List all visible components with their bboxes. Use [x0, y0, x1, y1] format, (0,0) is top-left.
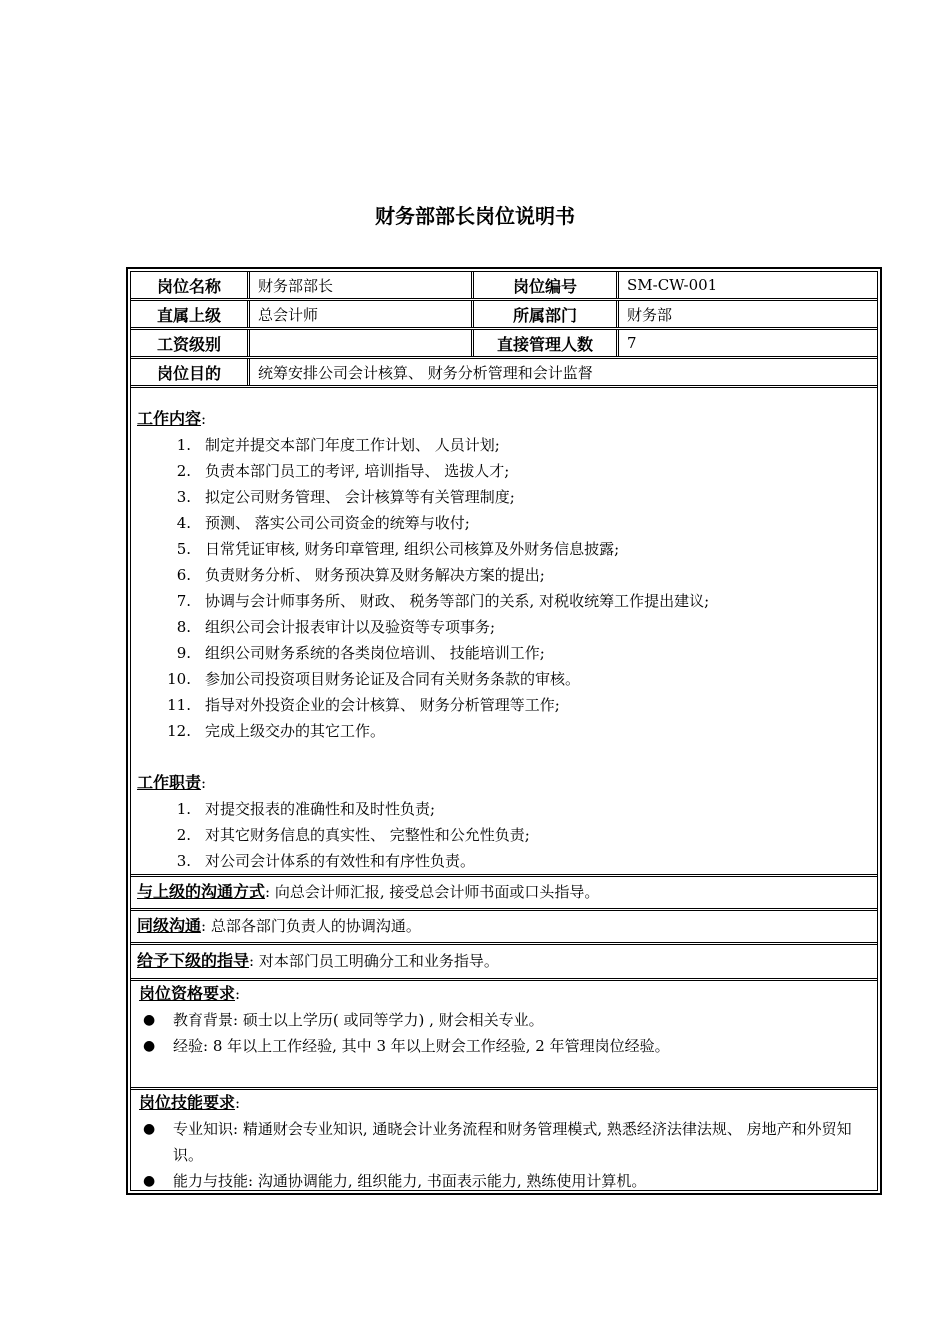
- list-item: [137, 458, 871, 484]
- position-name-label: 岗位名称: [156, 276, 221, 296]
- bullet-icon: ●: [143, 1012, 156, 1028]
- skills-header: 岗位技能要求: [139, 1093, 236, 1112]
- item-text: 对其它财务信息的真实性、 完整性和公允性负责;: [205, 826, 530, 844]
- work-content-header: 工作内容: [137, 409, 202, 428]
- bullet-icon: ●: [143, 1173, 156, 1189]
- bullet-item: [139, 1007, 871, 1033]
- list-item: [137, 510, 871, 536]
- qualifications-list: [139, 1007, 871, 1059]
- work-content-list: [137, 432, 871, 744]
- row-purpose: [131, 359, 877, 388]
- item-number: 3.: [176, 852, 191, 870]
- downward-guidance: [137, 948, 871, 974]
- row-salary: [131, 330, 877, 359]
- upward-text: : 向总会计师汇报, 接受总会计师书面或口头指导。: [265, 883, 600, 901]
- item-text: 参加公司投资项目财务论证及合同有关财务条款的审核。: [205, 670, 581, 688]
- salary-grade-value: [247, 330, 471, 356]
- list-item: [137, 614, 871, 640]
- purpose-label: 岗位目的: [156, 363, 221, 383]
- superior-value: 总会计师: [247, 301, 471, 327]
- item-number: 11.: [167, 696, 191, 714]
- item-text: 对提交报表的准确性和及时性负责;: [205, 800, 436, 818]
- item-number: 7.: [176, 592, 191, 610]
- responsibilities-header: 工作职责: [137, 773, 202, 792]
- row-downward: [131, 945, 877, 981]
- item-text: 制定并提交本部门年度工作计划、 人员计划;: [205, 436, 500, 454]
- direct-reports-label: 直接管理人数: [471, 330, 616, 356]
- list-item: [137, 718, 871, 744]
- work-content-heading: [137, 406, 871, 432]
- list-item: [137, 432, 871, 458]
- item-text: 指导对外投资企业的会计核算、 财务分析管理等工作;: [205, 696, 560, 714]
- downward-header: 给予下级的指导: [137, 951, 250, 970]
- item-text: 协调与会计师事务所、 财政、 税务等部门的关系, 对税收统筹工作提出建议;: [205, 592, 710, 610]
- bullet-icon: ●: [143, 1038, 156, 1054]
- row-position-name: [131, 272, 877, 301]
- bullet-item: [139, 1116, 871, 1168]
- item-text: 负责财务分析、 财务预决算及财务解决方案的提出;: [205, 566, 545, 584]
- responsibilities-list: [137, 796, 871, 874]
- list-item: [137, 822, 871, 848]
- department-label: 所属部门: [471, 301, 616, 327]
- downward-text: : 对本部门员工明确分工和业务指导。: [249, 952, 499, 970]
- qualifications-heading: [139, 981, 871, 1007]
- item-text: 预测、 落实公司公司资金的统筹与收付;: [205, 514, 470, 532]
- list-item: [137, 640, 871, 666]
- peer-header: 同级沟通: [137, 916, 202, 935]
- superior-label: 直属上级: [156, 305, 221, 325]
- purpose-value: 统筹安排公司会计核算、 财务分析管理和会计监督: [247, 359, 877, 385]
- item-number: 2.: [176, 826, 191, 844]
- work-content-section: [137, 406, 871, 744]
- position-code-label: 岗位编号: [471, 272, 616, 298]
- item-number: 4.: [176, 514, 191, 532]
- item-text: 完成上级交办的其它工作。: [205, 722, 386, 740]
- item-text: 负责本部门员工的考评, 培训指导、 选拔人才;: [205, 462, 510, 480]
- job-description-table: [126, 267, 882, 1195]
- item-number: 10.: [167, 670, 191, 688]
- item-number: 1.: [176, 436, 191, 454]
- qualifications-header: 岗位资格要求: [139, 984, 236, 1003]
- position-name-value: 财务部部长: [247, 272, 471, 298]
- bullet-icon: ●: [143, 1121, 156, 1137]
- peer-communication: [137, 913, 871, 939]
- bullet-item: [139, 1033, 871, 1059]
- list-item: [137, 692, 871, 718]
- item-number: 9.: [176, 644, 191, 662]
- qualifications-section: [139, 981, 871, 1059]
- item-number: 8.: [176, 618, 191, 636]
- responsibilities-section: [137, 770, 871, 874]
- position-code-value: SM-CW-001: [616, 272, 877, 298]
- list-item: [137, 848, 871, 874]
- row-superior: [131, 301, 877, 330]
- row-peer: [131, 911, 877, 945]
- bullet-text: 能力与技能: 沟通协调能力, 组织能力, 书面表示能力, 熟练使用计算机。: [173, 1172, 647, 1190]
- skills-section: [139, 1090, 871, 1194]
- skills-heading: [139, 1090, 871, 1116]
- skills-list: [139, 1116, 871, 1194]
- qualifications-colon: :: [235, 985, 241, 1003]
- item-number: 5.: [176, 540, 191, 558]
- skills-colon: :: [235, 1094, 241, 1112]
- peer-text: : 总部各部门负责人的协调沟通。: [201, 917, 421, 935]
- work-content-colon: :: [201, 410, 207, 428]
- item-number: 12.: [167, 722, 191, 740]
- item-number: 3.: [176, 488, 191, 506]
- document-title: 财务部部长岗位说明书: [375, 204, 575, 228]
- item-text: 组织公司会计报表审计以及验资等专项事务;: [205, 618, 496, 636]
- table-inner: [130, 271, 878, 1191]
- item-text: 组织公司财务系统的各类岗位培训、 技能培训工作;: [205, 644, 545, 662]
- row-upward: [131, 877, 877, 911]
- list-item: [137, 536, 871, 562]
- upward-communication: [137, 879, 871, 905]
- bullet-item: [139, 1168, 871, 1194]
- direct-reports-value: 7: [616, 330, 877, 356]
- section-work: [131, 388, 877, 877]
- item-text: 日常凭证审核, 财务印章管理, 组织公司核算及外财务信息披露;: [205, 540, 620, 558]
- list-item: [137, 484, 871, 510]
- bullet-text: 专业知识: 精通财会专业知识, 通晓会计业务流程和财务管理模式, 熟悉经济法律法规、 房地产和外贸知识。: [173, 1120, 852, 1164]
- responsibilities-colon: :: [201, 774, 207, 792]
- row-skills: [131, 1090, 877, 1192]
- salary-grade-label: 工资级别: [156, 334, 221, 354]
- row-qualifications: [131, 981, 877, 1090]
- bullet-text: 经验: 8 年以上工作经验, 其中 3 年以上财会工作经验, 2 年管理岗位经验。: [173, 1037, 670, 1055]
- item-text: 拟定公司财务管理、 会计核算等有关管理制度;: [205, 488, 515, 506]
- item-number: 1.: [176, 800, 191, 818]
- department-value: 财务部: [616, 301, 877, 327]
- list-item: [137, 588, 871, 614]
- upward-header: 与上级的沟通方式: [137, 882, 266, 901]
- item-number: 2.: [176, 462, 191, 480]
- bullet-text: 教育背景: 硕士以上学历( 或同等学力) , 财会相关专业。: [173, 1011, 544, 1029]
- responsibilities-heading: [137, 770, 871, 796]
- list-item: [137, 562, 871, 588]
- list-item: [137, 796, 871, 822]
- item-number: 6.: [176, 566, 191, 584]
- list-item: [137, 666, 871, 692]
- item-text: 对公司会计体系的有效性和有序性负责。: [205, 852, 476, 870]
